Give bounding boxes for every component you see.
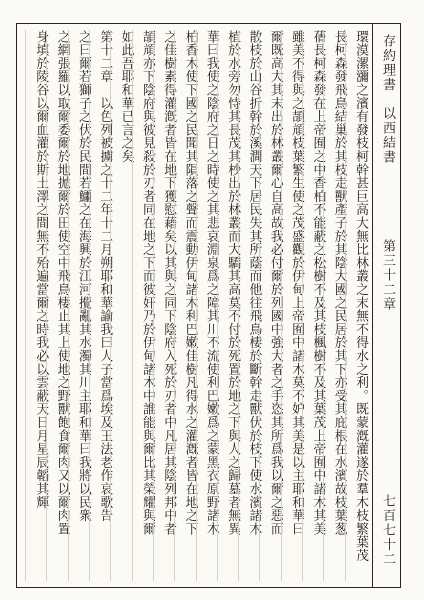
text-column: 頡頏亦下陰府與彼見殺於刃者同在地之下而彼奸乃於伊甸諸木中誰能與爾比其榮耀與爾 (132, 30, 153, 581)
text-column: 柏香木使下國之民聞其隕落之聲而震動伊甸諸木利巴嫩佳樹凡得水之灌漑者皆在地之下 (174, 30, 195, 581)
text-column: 之佳樹素得灌漑者皆在地下獲慰藉矣以其與之同下陰府入死於刃者中凡居其陰列邦中者 (153, 30, 174, 581)
text-column: 第十二章 以色列被擄之十二年十二月朔耶和華諭我曰人子當爲埃及王法老作哀歌告 (89, 30, 110, 581)
text-column: 之曰爾若獅子之伏於民間若鱷之在海興於江河攪亂其水濁其川主耶和華曰我將以民衆 (68, 30, 89, 581)
text-column: 蒨長柯森發在上帝囿之中香柏不能蔽之松樹不及其枝楓樹不及其葉茂上帝囿中諸木其美 (302, 30, 323, 581)
book-title: 存約理書 以西結書 (380, 34, 395, 165)
text-column: 環漠漯瀰之濱有發枝柯幹甚巨高大無比林叢之末無不得水之利。既蒙漑灌遂於羣木枝繁葉茂 (345, 30, 366, 581)
text-column: 華曰我使之陰府之日之時使之其悲哀淵泉爲之障其川不流使利巴嫩爲之蒙黑衣原野諸木 (196, 30, 217, 581)
text-column: 雖美不得與之頡頏枝葉繁生使之茂盛觀於伊甸上帝囿中諸木莫不妒其美是以主耶和華曰 (281, 30, 302, 581)
text-body (25, 30, 366, 581)
text-column: 植於水旁勿恃其長茂其杪出於林叢而大驕其高莫不付於死置於地之下與人之歸墓者無異 (217, 30, 238, 581)
chapter-label: 第三十二章 (380, 239, 395, 312)
text-column: 之網張羅以取爾委爾於地拋爾於田使空中飛鳥棲止其上使地之野獸飽食爾肉又以爾肉置 (46, 30, 67, 581)
page-number: 七百七十二 (380, 494, 395, 567)
text-column: 爾既高大其末出於林叢爾心自高故我必付爾於列國中強大者之手恣其所爲我以爾之惡而 (259, 30, 280, 581)
text-column: 身填於陵谷以爾血灌於斯土澤之間無不殆遍當爾之時我必以雲蔽天日月星辰韜其輝 (25, 30, 46, 581)
page-frame (16, 23, 401, 588)
text-column: 長柯森發飛鳥結巢於其枝走獸產子於其陰大國之民居於其下亦受其庇根在水濱故枝葉葱 (323, 30, 344, 581)
text-column: 散枝於山谷折幹於溪澗天下居民失其所蔭而他往飛鳥棲於斷幹走獸伏於枝下使水濱諸木 (238, 30, 259, 581)
margin-guide (372, 24, 400, 587)
text-column: 如此吾耶和華已言之矣 (110, 30, 131, 581)
